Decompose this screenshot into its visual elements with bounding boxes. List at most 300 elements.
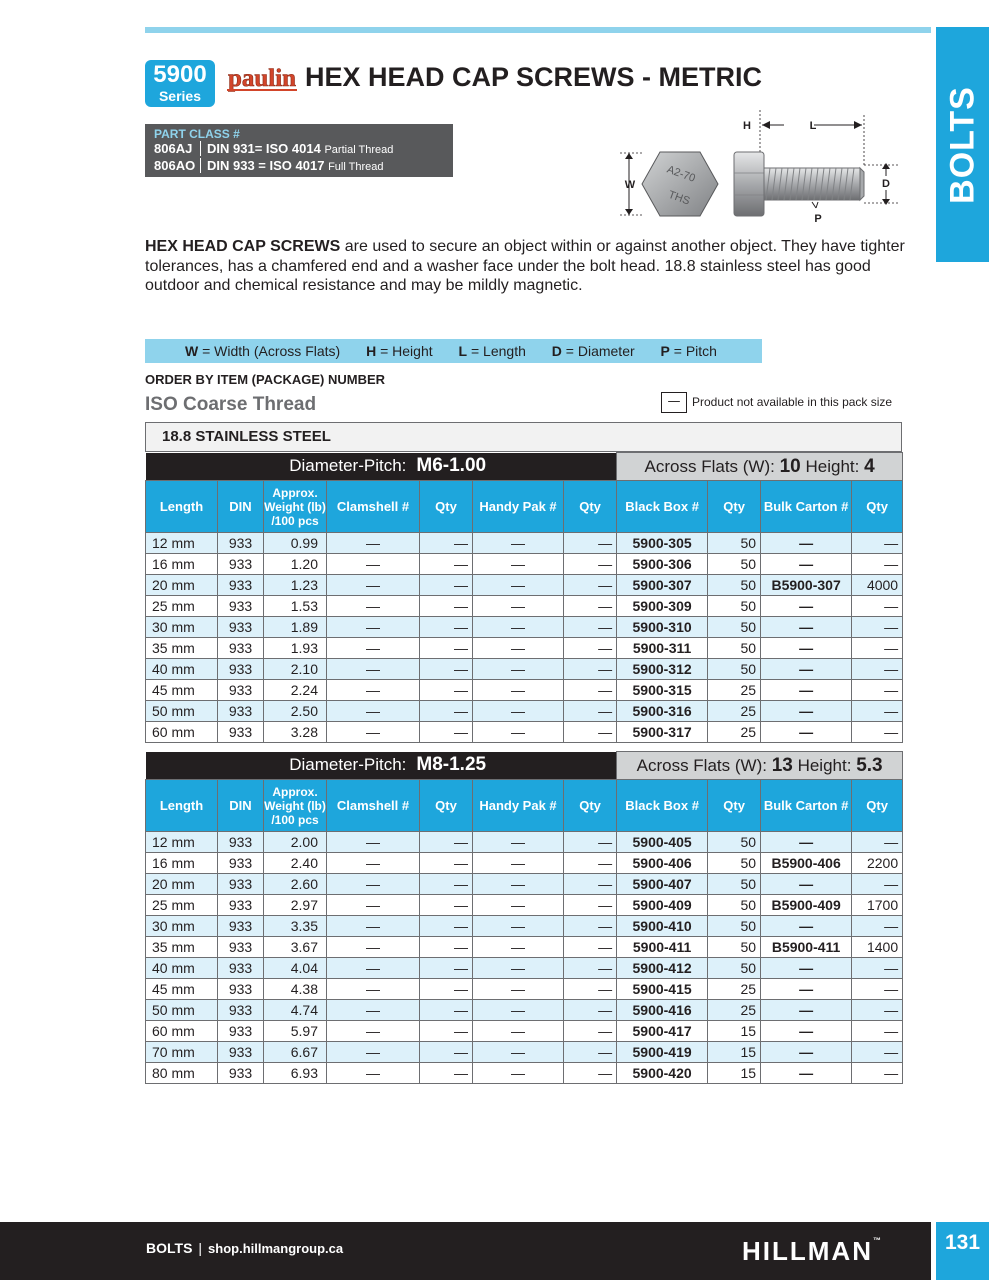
cell-handy-pak-qty: — bbox=[564, 575, 617, 596]
cell-clamshell-qty: — bbox=[420, 979, 473, 1000]
cell-black-box-qty: 50 bbox=[708, 617, 761, 638]
cell-bulk-carton-qty: — bbox=[852, 916, 903, 937]
cell-weight: 2.00 bbox=[264, 832, 327, 853]
col-qty: Qty bbox=[708, 780, 761, 832]
cell-din: 933 bbox=[218, 533, 264, 554]
cell-clamshell-number: — bbox=[327, 1063, 420, 1084]
cell-black-box-qty: 50 bbox=[708, 554, 761, 575]
intro-lead: HEX HEAD CAP SCREWS bbox=[145, 238, 341, 255]
bolt-head-side-view bbox=[734, 152, 764, 216]
col-qty: Qty bbox=[564, 481, 617, 533]
cell-din: 933 bbox=[218, 1063, 264, 1084]
cell-clamshell-qty: — bbox=[420, 916, 473, 937]
top-rule bbox=[145, 27, 931, 33]
footer-text: BOLTS | shop.hillmangroup.ca bbox=[146, 1240, 344, 1256]
thread-title: ISO Coarse Thread bbox=[145, 394, 317, 415]
cell-black-box-qty: 50 bbox=[708, 874, 761, 895]
dimension-legend bbox=[145, 339, 762, 363]
cell-length: 25 mm bbox=[146, 596, 218, 617]
cell-bulk-carton-qty: — bbox=[852, 659, 903, 680]
cell-bulk-carton-number: — bbox=[761, 958, 852, 979]
intro-body: are used to secure an object within or against another object. They have tighter tolerances, has a chamfered end and a washer face under the bolt head. 18.8 stainless steel has good outdoor and chemical resistance and may be mildly magnetic. bbox=[145, 238, 905, 294]
intro-paragraph bbox=[145, 237, 905, 296]
cell-black-box-number: 5900-315 bbox=[617, 680, 708, 701]
cell-handy-pak-qty: — bbox=[564, 1042, 617, 1063]
table-row bbox=[146, 874, 903, 895]
cell-bulk-carton-number: B5900-409 bbox=[761, 895, 852, 916]
cell-black-box-number: 5900-406 bbox=[617, 853, 708, 874]
cell-din: 933 bbox=[218, 596, 264, 617]
diameter-pitch-cell: Diameter-Pitch: M6-1.00 bbox=[146, 453, 617, 481]
col-din: DIN bbox=[218, 780, 264, 832]
col-clamshell: Clamshell # bbox=[327, 780, 420, 832]
cell-bulk-carton-qty: 1400 bbox=[852, 937, 903, 958]
cell-length: 16 mm bbox=[146, 853, 218, 874]
cell-handy-pak-number: — bbox=[473, 680, 564, 701]
cell-clamshell-number: — bbox=[327, 1000, 420, 1021]
cell-black-box-number: 5900-307 bbox=[617, 575, 708, 596]
svg-text:D: D bbox=[882, 178, 890, 190]
cell-bulk-carton-number: — bbox=[761, 916, 852, 937]
cell-bulk-carton-number: B5900-406 bbox=[761, 853, 852, 874]
cell-handy-pak-qty: — bbox=[564, 722, 617, 743]
cell-black-box-number: 5900-312 bbox=[617, 659, 708, 680]
table-row bbox=[146, 979, 903, 1000]
cell-length: 35 mm bbox=[146, 638, 218, 659]
cell-clamshell-number: — bbox=[327, 701, 420, 722]
material-heading: 18.8 STAINLESS STEEL bbox=[145, 422, 902, 452]
cell-bulk-carton-number: — bbox=[761, 533, 852, 554]
cell-black-box-qty: 25 bbox=[708, 979, 761, 1000]
cell-clamshell-number: — bbox=[327, 722, 420, 743]
cell-clamshell-number: — bbox=[327, 1021, 420, 1042]
cell-handy-pak-number: — bbox=[473, 1042, 564, 1063]
cell-black-box-qty: 50 bbox=[708, 638, 761, 659]
col-qty: Qty bbox=[852, 481, 903, 533]
cell-bulk-carton-qty: — bbox=[852, 958, 903, 979]
svg-text:THS: THS bbox=[666, 188, 692, 208]
table-row bbox=[146, 659, 903, 680]
cell-bulk-carton-qty: — bbox=[852, 596, 903, 617]
cell-clamshell-qty: — bbox=[420, 1063, 473, 1084]
legend-item: H = Height bbox=[366, 343, 433, 359]
cell-bulk-carton-number: B5900-307 bbox=[761, 575, 852, 596]
legend-item: L = Length bbox=[458, 343, 526, 359]
cell-black-box-qty: 15 bbox=[708, 1021, 761, 1042]
cell-handy-pak-qty: — bbox=[564, 874, 617, 895]
cell-clamshell-number: — bbox=[327, 895, 420, 916]
cell-clamshell-qty: — bbox=[420, 1000, 473, 1021]
across-flats-cell: Across Flats (W): 13 Height: 5.3 bbox=[617, 752, 903, 780]
hillman-logo: HILLMAN™ bbox=[742, 1236, 881, 1266]
table-row bbox=[146, 638, 903, 659]
cell-weight: 4.04 bbox=[264, 958, 327, 979]
footer-url-link[interactable]: shop.hillmangroup.ca bbox=[208, 1241, 344, 1256]
col-clamshell: Clamshell # bbox=[327, 481, 420, 533]
cell-handy-pak-number: — bbox=[473, 958, 564, 979]
cell-weight: 3.28 bbox=[264, 722, 327, 743]
cell-handy-pak-number: — bbox=[473, 638, 564, 659]
cell-length: 16 mm bbox=[146, 554, 218, 575]
cell-handy-pak-number: — bbox=[473, 916, 564, 937]
cell-clamshell-qty: — bbox=[420, 937, 473, 958]
cell-black-box-number: 5900-405 bbox=[617, 832, 708, 853]
cell-black-box-number: 5900-411 bbox=[617, 937, 708, 958]
cell-black-box-number: 5900-412 bbox=[617, 958, 708, 979]
cell-bulk-carton-qty: 4000 bbox=[852, 575, 903, 596]
hex-head-end-view bbox=[642, 152, 718, 216]
cell-length: 60 mm bbox=[146, 722, 218, 743]
cell-black-box-qty: 50 bbox=[708, 937, 761, 958]
cell-din: 933 bbox=[218, 1042, 264, 1063]
cell-weight: 1.53 bbox=[264, 596, 327, 617]
cell-din: 933 bbox=[218, 554, 264, 575]
series-label: Series bbox=[158, 88, 202, 104]
cell-bulk-carton-qty: — bbox=[852, 1000, 903, 1021]
cell-bulk-carton-qty: 2200 bbox=[852, 853, 903, 874]
cell-clamshell-number: — bbox=[327, 659, 420, 680]
svg-text:paulin: paulin bbox=[227, 65, 297, 92]
cell-black-box-number: 5900-317 bbox=[617, 722, 708, 743]
cell-weight: 2.40 bbox=[264, 853, 327, 874]
cell-black-box-number: 5900-420 bbox=[617, 1063, 708, 1084]
cell-clamshell-qty: — bbox=[420, 853, 473, 874]
col-black-box: Black Box # bbox=[617, 481, 708, 533]
cell-weight: 2.60 bbox=[264, 874, 327, 895]
part-class-row: 806AJ DIN 931= ISO 4014 Partial Thread bbox=[154, 141, 394, 156]
cell-clamshell-number: — bbox=[327, 832, 420, 853]
cell-handy-pak-qty: — bbox=[564, 937, 617, 958]
cell-black-box-qty: 15 bbox=[708, 1063, 761, 1084]
cell-clamshell-number: — bbox=[327, 916, 420, 937]
cell-bulk-carton-qty: — bbox=[852, 1021, 903, 1042]
cell-handy-pak-qty: — bbox=[564, 659, 617, 680]
col-weight: Approx. Weight (lb) /100 pcs bbox=[264, 780, 327, 832]
cell-bulk-carton-qty: — bbox=[852, 701, 903, 722]
col-length: Length bbox=[146, 481, 218, 533]
cell-bulk-carton-qty: — bbox=[852, 617, 903, 638]
cell-black-box-number: 5900-419 bbox=[617, 1042, 708, 1063]
spec-table-m8 bbox=[145, 751, 903, 1084]
cell-length: 20 mm bbox=[146, 874, 218, 895]
cell-black-box-qty: 25 bbox=[708, 1000, 761, 1021]
table-row bbox=[146, 617, 903, 638]
table-row bbox=[146, 916, 903, 937]
cell-handy-pak-number: — bbox=[473, 1000, 564, 1021]
part-class-box bbox=[145, 124, 453, 177]
cell-din: 933 bbox=[218, 638, 264, 659]
cell-bulk-carton-qty: — bbox=[852, 979, 903, 1000]
cell-handy-pak-number: — bbox=[473, 1021, 564, 1042]
col-qty: Qty bbox=[852, 780, 903, 832]
cell-din: 933 bbox=[218, 701, 264, 722]
cell-handy-pak-number: — bbox=[473, 979, 564, 1000]
cell-din: 933 bbox=[218, 937, 264, 958]
cell-clamshell-qty: — bbox=[420, 617, 473, 638]
cell-black-box-number: 5900-409 bbox=[617, 895, 708, 916]
cell-length: 25 mm bbox=[146, 895, 218, 916]
cell-bulk-carton-qty: 1700 bbox=[852, 895, 903, 916]
cell-weight: 3.35 bbox=[264, 916, 327, 937]
cell-clamshell-qty: — bbox=[420, 575, 473, 596]
cell-clamshell-qty: — bbox=[420, 722, 473, 743]
cell-clamshell-qty: — bbox=[420, 533, 473, 554]
cell-clamshell-number: — bbox=[327, 680, 420, 701]
cell-din: 933 bbox=[218, 916, 264, 937]
cell-handy-pak-qty: — bbox=[564, 1021, 617, 1042]
cell-bulk-carton-qty: — bbox=[852, 832, 903, 853]
table-row bbox=[146, 853, 903, 874]
spec-table-m6 bbox=[145, 452, 903, 743]
cell-black-box-qty: 50 bbox=[708, 596, 761, 617]
legend-item: D = Diameter bbox=[551, 343, 635, 359]
cell-black-box-qty: 50 bbox=[708, 895, 761, 916]
cell-black-box-qty: 50 bbox=[708, 575, 761, 596]
cell-black-box-qty: 25 bbox=[708, 701, 761, 722]
cell-weight: 6.93 bbox=[264, 1063, 327, 1084]
cell-length: 45 mm bbox=[146, 979, 218, 1000]
cell-clamshell-qty: — bbox=[420, 1042, 473, 1063]
side-tab-label: BOLTS bbox=[943, 85, 981, 204]
cell-clamshell-number: — bbox=[327, 958, 420, 979]
cell-weight: 2.24 bbox=[264, 680, 327, 701]
cell-clamshell-qty: — bbox=[420, 554, 473, 575]
cell-handy-pak-number: — bbox=[473, 554, 564, 575]
cell-black-box-qty: 50 bbox=[708, 916, 761, 937]
side-tab bbox=[936, 27, 989, 262]
cell-handy-pak-number: — bbox=[473, 895, 564, 916]
cell-black-box-number: 5900-305 bbox=[617, 533, 708, 554]
cell-din: 933 bbox=[218, 722, 264, 743]
cell-weight: 2.10 bbox=[264, 659, 327, 680]
cell-black-box-qty: 50 bbox=[708, 853, 761, 874]
table-row bbox=[146, 575, 903, 596]
cell-bulk-carton-number: — bbox=[761, 617, 852, 638]
cell-black-box-qty: 50 bbox=[708, 659, 761, 680]
cell-handy-pak-number: — bbox=[473, 853, 564, 874]
cell-clamshell-number: — bbox=[327, 575, 420, 596]
cell-handy-pak-qty: — bbox=[564, 958, 617, 979]
cell-bulk-carton-qty: — bbox=[852, 874, 903, 895]
cell-clamshell-number: — bbox=[327, 937, 420, 958]
cell-clamshell-number: — bbox=[327, 596, 420, 617]
cell-black-box-number: 5900-407 bbox=[617, 874, 708, 895]
cell-din: 933 bbox=[218, 1000, 264, 1021]
cell-length: 70 mm bbox=[146, 1042, 218, 1063]
col-weight: Approx. Weight (lb) /100 pcs bbox=[264, 481, 327, 533]
cell-handy-pak-qty: — bbox=[564, 596, 617, 617]
table-row bbox=[146, 832, 903, 853]
cell-bulk-carton-number: — bbox=[761, 722, 852, 743]
cell-bulk-carton-number: — bbox=[761, 1021, 852, 1042]
cell-clamshell-qty: — bbox=[420, 895, 473, 916]
cell-handy-pak-number: — bbox=[473, 575, 564, 596]
cell-din: 933 bbox=[218, 853, 264, 874]
paulin-logo bbox=[224, 64, 300, 92]
cell-bulk-carton-number: — bbox=[761, 1063, 852, 1084]
cell-length: 60 mm bbox=[146, 1021, 218, 1042]
cell-length: 30 mm bbox=[146, 617, 218, 638]
table-row bbox=[146, 680, 903, 701]
col-bulk-carton: Bulk Carton # bbox=[761, 780, 852, 832]
cell-handy-pak-qty: — bbox=[564, 1063, 617, 1084]
cell-length: 80 mm bbox=[146, 1063, 218, 1084]
part-class-row: 806AO DIN 933 = ISO 4017 Full Thread bbox=[154, 158, 384, 173]
cell-clamshell-number: — bbox=[327, 638, 420, 659]
cell-handy-pak-qty: — bbox=[564, 895, 617, 916]
cell-clamshell-qty: — bbox=[420, 701, 473, 722]
col-qty: Qty bbox=[564, 780, 617, 832]
col-qty: Qty bbox=[420, 481, 473, 533]
cell-black-box-qty: 25 bbox=[708, 680, 761, 701]
cell-black-box-qty: 15 bbox=[708, 1042, 761, 1063]
cell-length: 12 mm bbox=[146, 533, 218, 554]
cell-bulk-carton-number: — bbox=[761, 680, 852, 701]
table-row bbox=[146, 1000, 903, 1021]
cell-handy-pak-qty: — bbox=[564, 701, 617, 722]
cell-clamshell-number: — bbox=[327, 533, 420, 554]
series-number: 5900 bbox=[153, 61, 207, 88]
cell-clamshell-qty: — bbox=[420, 638, 473, 659]
table-row bbox=[146, 1042, 903, 1063]
cell-bulk-carton-number: — bbox=[761, 979, 852, 1000]
cell-din: 933 bbox=[218, 958, 264, 979]
cell-handy-pak-qty: — bbox=[564, 533, 617, 554]
cell-bulk-carton-qty: — bbox=[852, 722, 903, 743]
cell-clamshell-number: — bbox=[327, 617, 420, 638]
cell-weight: 0.99 bbox=[264, 533, 327, 554]
cell-clamshell-qty: — bbox=[420, 680, 473, 701]
cell-weight: 4.38 bbox=[264, 979, 327, 1000]
cell-handy-pak-number: — bbox=[473, 722, 564, 743]
cell-black-box-number: 5900-415 bbox=[617, 979, 708, 1000]
cell-black-box-qty: 50 bbox=[708, 832, 761, 853]
cell-black-box-qty: 25 bbox=[708, 722, 761, 743]
cell-din: 933 bbox=[218, 680, 264, 701]
cell-length: 40 mm bbox=[146, 659, 218, 680]
cell-bulk-carton-number: B5900-411 bbox=[761, 937, 852, 958]
svg-text:W: W bbox=[624, 179, 636, 191]
table-row bbox=[146, 533, 903, 554]
table-row bbox=[146, 722, 903, 743]
cell-weight: 5.97 bbox=[264, 1021, 327, 1042]
cell-length: 50 mm bbox=[146, 1000, 218, 1021]
cell-handy-pak-number: — bbox=[473, 596, 564, 617]
footer-section: BOLTS bbox=[146, 1240, 193, 1256]
order-by-heading: ORDER BY ITEM (PACKAGE) NUMBER bbox=[145, 372, 386, 387]
col-handy-pak: Handy Pak # bbox=[473, 780, 564, 832]
cell-handy-pak-qty: — bbox=[564, 554, 617, 575]
cell-bulk-carton-qty: — bbox=[852, 638, 903, 659]
cell-length: 40 mm bbox=[146, 958, 218, 979]
cell-weight: 4.74 bbox=[264, 1000, 327, 1021]
cell-length: 20 mm bbox=[146, 575, 218, 596]
table-row bbox=[146, 701, 903, 722]
cell-bulk-carton-number: — bbox=[761, 701, 852, 722]
cell-bulk-carton-number: — bbox=[761, 874, 852, 895]
col-black-box: Black Box # bbox=[617, 780, 708, 832]
legend-item: P = Pitch bbox=[660, 343, 717, 359]
cell-clamshell-qty: — bbox=[420, 874, 473, 895]
svg-text:A2-70: A2-70 bbox=[665, 163, 697, 185]
col-bulk-carton: Bulk Carton # bbox=[761, 481, 852, 533]
cell-black-box-qty: 50 bbox=[708, 958, 761, 979]
table-row bbox=[146, 1021, 903, 1042]
cell-handy-pak-number: — bbox=[473, 1063, 564, 1084]
cell-bulk-carton-number: — bbox=[761, 638, 852, 659]
cell-black-box-number: 5900-416 bbox=[617, 1000, 708, 1021]
cell-handy-pak-number: — bbox=[473, 701, 564, 722]
cell-black-box-number: 5900-310 bbox=[617, 617, 708, 638]
cell-clamshell-qty: — bbox=[420, 596, 473, 617]
cell-bulk-carton-number: — bbox=[761, 832, 852, 853]
cell-bulk-carton-number: — bbox=[761, 596, 852, 617]
series-badge bbox=[145, 60, 215, 107]
cell-handy-pak-number: — bbox=[473, 533, 564, 554]
cell-din: 933 bbox=[218, 979, 264, 1000]
cell-clamshell-number: — bbox=[327, 1042, 420, 1063]
not-available-note: Product not available in this pack size bbox=[692, 395, 893, 409]
cell-bulk-carton-number: — bbox=[761, 554, 852, 575]
cell-handy-pak-number: — bbox=[473, 659, 564, 680]
cell-weight: 1.20 bbox=[264, 554, 327, 575]
cell-weight: 6.67 bbox=[264, 1042, 327, 1063]
cell-handy-pak-number: — bbox=[473, 874, 564, 895]
cell-handy-pak-qty: — bbox=[564, 1000, 617, 1021]
svg-text:P: P bbox=[814, 213, 822, 225]
cell-handy-pak-qty: — bbox=[564, 832, 617, 853]
cell-weight: 1.93 bbox=[264, 638, 327, 659]
col-handy-pak: Handy Pak # bbox=[473, 481, 564, 533]
table-row bbox=[146, 596, 903, 617]
cell-clamshell-qty: — bbox=[420, 659, 473, 680]
cell-din: 933 bbox=[218, 895, 264, 916]
cell-bulk-carton-qty: — bbox=[852, 554, 903, 575]
cell-din: 933 bbox=[218, 1021, 264, 1042]
cell-din: 933 bbox=[218, 659, 264, 680]
cell-clamshell-qty: — bbox=[420, 1021, 473, 1042]
table-row bbox=[146, 937, 903, 958]
table-row bbox=[146, 554, 903, 575]
col-qty: Qty bbox=[708, 481, 761, 533]
cell-handy-pak-qty: — bbox=[564, 979, 617, 1000]
not-available-symbol: — bbox=[661, 392, 687, 413]
cell-clamshell-qty: — bbox=[420, 832, 473, 853]
cell-clamshell-number: — bbox=[327, 554, 420, 575]
table-row bbox=[146, 1063, 903, 1084]
part-class-heading: PART CLASS # bbox=[154, 127, 240, 141]
cell-handy-pak-number: — bbox=[473, 832, 564, 853]
svg-text:H: H bbox=[743, 120, 751, 132]
cell-black-box-number: 5900-417 bbox=[617, 1021, 708, 1042]
cell-din: 933 bbox=[218, 874, 264, 895]
cell-handy-pak-number: — bbox=[473, 937, 564, 958]
svg-text:L: L bbox=[809, 120, 817, 132]
cell-length: 35 mm bbox=[146, 937, 218, 958]
footer-bar bbox=[0, 1222, 931, 1280]
cell-handy-pak-qty: — bbox=[564, 638, 617, 659]
cell-bulk-carton-qty: — bbox=[852, 1063, 903, 1084]
cell-handy-pak-qty: — bbox=[564, 853, 617, 874]
cell-weight: 2.97 bbox=[264, 895, 327, 916]
table-row bbox=[146, 895, 903, 916]
cell-length: 50 mm bbox=[146, 701, 218, 722]
cell-clamshell-number: — bbox=[327, 874, 420, 895]
cell-black-box-number: 5900-316 bbox=[617, 701, 708, 722]
cell-black-box-number: 5900-311 bbox=[617, 638, 708, 659]
col-din: DIN bbox=[218, 481, 264, 533]
cell-bulk-carton-number: — bbox=[761, 1000, 852, 1021]
